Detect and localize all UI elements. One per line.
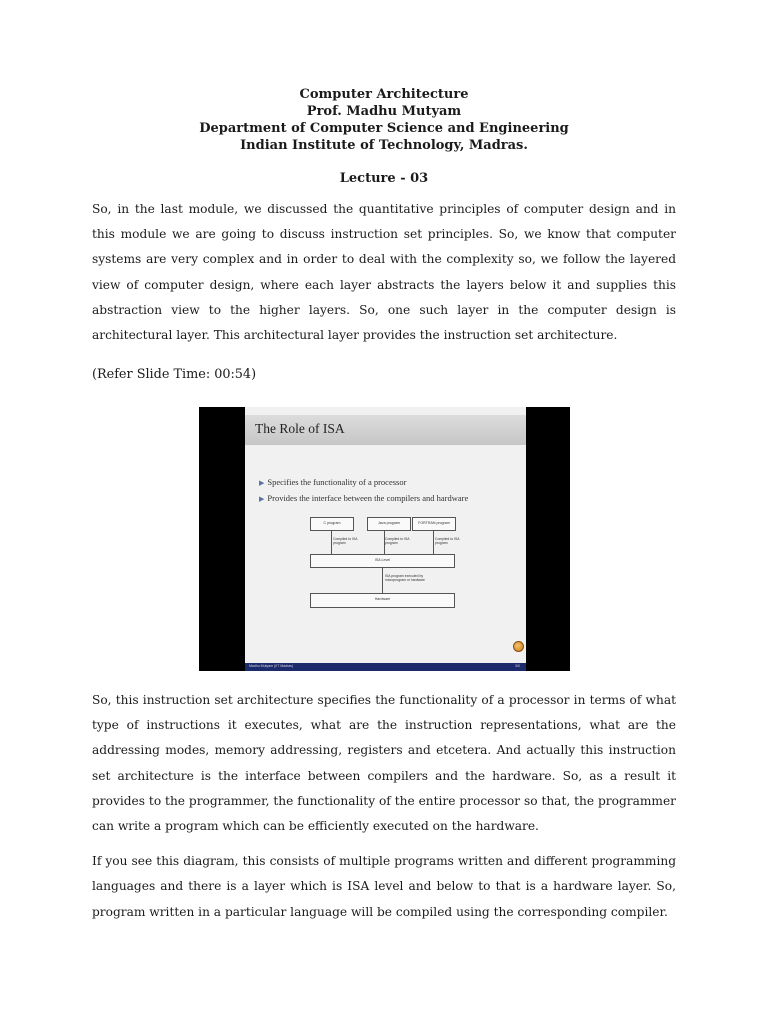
fortran-program-box: FORTRAN program xyxy=(412,517,456,531)
java-program-box: Java program xyxy=(367,517,411,531)
institute-name: Indian Institute of Technology, Madras. xyxy=(240,138,528,153)
c-program-box: C program xyxy=(310,517,354,531)
compiled-label: Compiled to ISA program xyxy=(385,537,410,546)
paragraph-isa-functionality: So, this instruction set architecture specifies the functionality of a processor in terms of what type of instructions it executes, what are the instruction representations, what are the addressing modes, memory addressing, registers and etcetera. And actually this instruction set architecture is the interface between compilers and the hardware. So, as a result it provides to the programmer, the functionality of the entire processor so that, the programmer can write a program which can be efficiently executed on the hardware. xyxy=(92,693,676,834)
connector-line xyxy=(433,530,434,554)
triangle-bullet-icon: ▶ xyxy=(259,479,265,487)
slide-bullet-text: Specifies the functionality of a processor xyxy=(267,477,407,487)
slide-bullet xyxy=(259,493,468,503)
course-title: Computer Architecture xyxy=(299,87,469,102)
exec-label: ISA program executed by microprogram or hardware xyxy=(385,574,425,583)
compiled-label: Compiled to ISA program xyxy=(333,537,358,546)
document-continuation xyxy=(92,688,676,925)
slide-image xyxy=(199,407,570,671)
department-name: Department of Computer Science and Engineering xyxy=(199,121,569,136)
slide-footer-page: 3/0 xyxy=(515,664,520,668)
slide-footer xyxy=(245,663,526,671)
document-page xyxy=(92,86,676,384)
connector-line xyxy=(331,530,332,554)
refer-slide-time: (Refer Slide Time: 00:54) xyxy=(92,367,257,383)
iit-logo-icon xyxy=(513,641,524,652)
compiled-label: Compiled to ISA program xyxy=(435,537,460,546)
slide-title: The Role of ISA xyxy=(255,421,345,436)
hardware-box: Hardware xyxy=(310,593,455,608)
triangle-bullet-icon: ▶ xyxy=(259,495,265,503)
slide-footer-author: Madhu Mutyam (IIT Madras) xyxy=(249,664,294,668)
slide-content xyxy=(245,407,526,671)
lecture-number: Lecture - 03 xyxy=(339,171,429,186)
slide-bullet-text: Provides the interface between the compilers and hardware xyxy=(267,493,469,503)
connector-line xyxy=(382,567,383,593)
professor-name: Prof. Madhu Mutyam xyxy=(306,104,462,119)
paragraph-diagram-explanation: If you see this diagram, this consists of multiple programs written and different programming languages and there is a layer which is ISA level and below to that is a hardware layer. So, program written in a particular language will be compiled using the corresponding compiler. xyxy=(92,854,676,919)
slide-bullet xyxy=(259,477,406,487)
document-header xyxy=(92,86,676,154)
paragraph-intro: So, in the last module, we discussed the quantitative principles of computer design and in this module we are going to discuss instruction set principles. So, we know that computer systems are very complex and in order to deal with the complexity so, we follow the layered view of computer design, where each layer abstracts the layers below it and supplies this abstraction view to the higher layers. So, one such layer in the computer design is architectural layer. This architectural layer provides the instruction set architecture. xyxy=(92,202,676,343)
isa-level-box: ISA Level xyxy=(310,554,455,568)
